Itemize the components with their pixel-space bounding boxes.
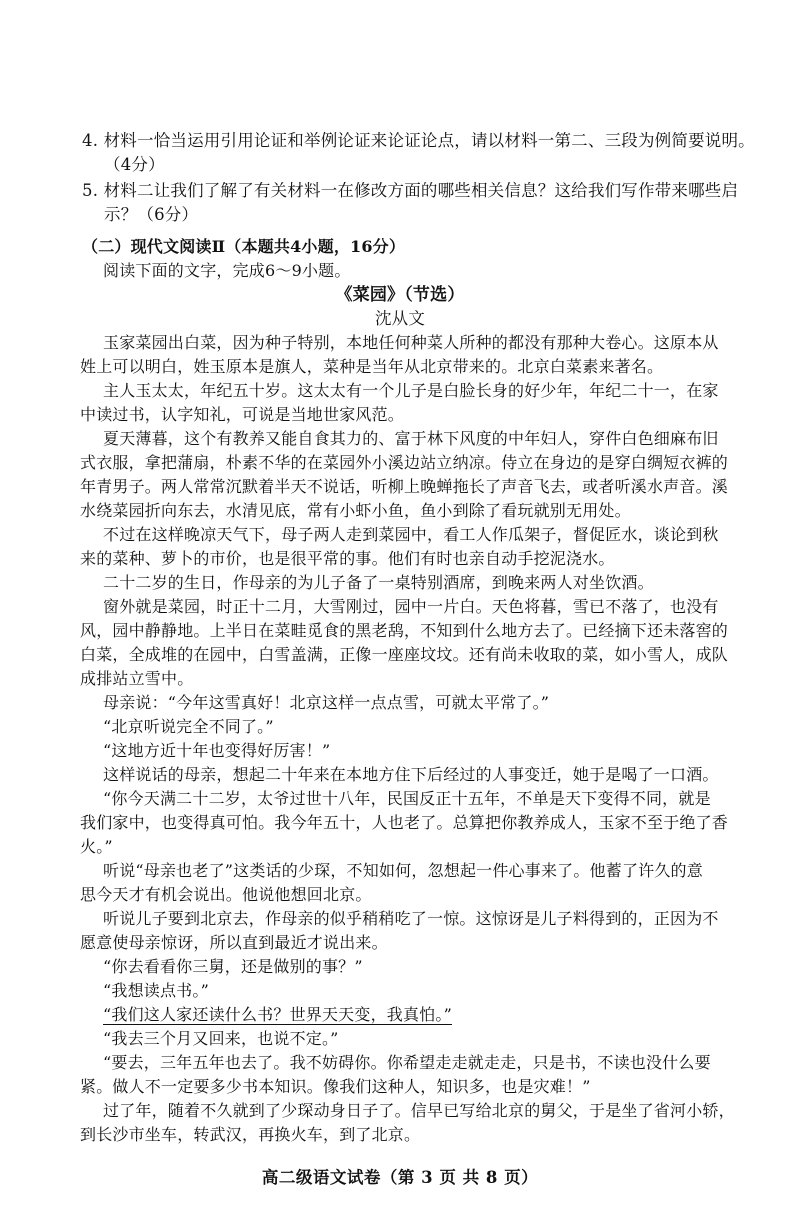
article-line: 不过在这样晚凉天气下，母子两人走到菜园中，看工人作瓜架子，督促匠水，谈论到秋	[103, 525, 719, 544]
article-line: 愿意使母亲惊讶，所以直到最近才说出来。	[80, 933, 388, 952]
article-author: 沈从文	[374, 309, 426, 328]
article-line: 主人玉太太，年纪五十岁。这太太有一个儿子是白脸长身的好少年，年纪二十一，在家	[103, 381, 719, 400]
article-line: 年青男子。两人常常沉默着半天不说话，听柳上晚蝉拖长了声音飞去，或者听溪水声音。溪	[80, 477, 729, 496]
article-line: 火。”	[80, 837, 113, 856]
article-line: 窗外就是菜园，时正十二月，大雪刚过，园中一片白。天色将暮，雪已不落了，也没有	[103, 597, 719, 616]
article-line: 这样说话的母亲，想起二十年来在本地方住下后经过的人事变迁，她于是喝了一口酒。	[103, 765, 719, 784]
article-line-underlined: “我们这人家还读什么书？世界天天变，我真怕。”	[103, 1005, 452, 1024]
article-line: 水绕菜园折向东去，水清见底，常有小虾小鱼，鱼小到除了看玩就别无用处。	[80, 501, 631, 520]
article-line: 玉家菜园出白菜，因为种子特别，本地任何种菜人所种的都没有那种大卷心。这原本从	[103, 333, 719, 352]
article-line: 听说“母亲也老了”这类话的少琛，不知如何，忽想起一件心事来了。他蓄了许久的意	[103, 861, 703, 880]
article-line: 中读过书，认字知礼，可说是当地世家风范。	[80, 405, 405, 424]
article-line: 紧。做人不一定要多少书本知识。像我们这种人，知识多，也是灾难！”	[80, 1077, 591, 1096]
article-line: “你去看看你三舅，还是做别的事？”	[103, 957, 363, 976]
article-line: 到长沙市坐车，转武汉，再换火车，到了北京。	[80, 1125, 421, 1144]
article-line: 来的菜种、萝卜的市价，也是很平常的事。他们有时也亲自动手挖泥浇水。	[80, 549, 615, 568]
article-line: 思今天才有机会说出。他说他想回北京。	[80, 885, 372, 904]
article-line: 成排站立雪中。	[80, 669, 194, 688]
article-line: “这地方近十年也变得好厉害！”	[103, 741, 331, 760]
question-4-line-1: 4. 材料一恰当运用引用论证和举例论证来论证论点，请以材料一第二、三段为例简要说明。	[82, 131, 755, 150]
article-line: “要去，三年五年也去了。我不妨碍你。你希望走走就走走，只是书，不读也没什么要	[103, 1053, 711, 1072]
article-title: 《菜园》（节选）	[335, 285, 465, 305]
page-footer: 高二级语文试卷（第 3 页 共 8 页）	[261, 1168, 539, 1187]
article-line: 姓上可以明白，姓玉原本是旗人，菜种是当年从北京带来的。北京白菜素来著名。	[80, 357, 664, 376]
article-line: “我想读点书。”	[103, 981, 209, 1000]
article-line: 白菜，全成堆的在园中，白雪盖满，正像一座座坟坟。还有尚未收取的菜，如小雪人，成队	[80, 645, 729, 664]
section-heading: （二）现代文阅读Ⅱ（本题共4小题，16分）	[82, 237, 406, 256]
article-line: 母亲说：“今年这雪真好！北京这样一点点雪，可就太平常了。”	[103, 693, 550, 712]
article-line: “北京听说完全不同了。”	[103, 717, 274, 736]
article-line: “你今天满二十二岁，太爷过世十八年，民国反正十五年，不单是天下变得不同，就是	[103, 789, 711, 808]
article-line: “我去三个月又回来，也说不定。”	[103, 1029, 339, 1048]
article-line: 我们家中，也变得真可怕。我今年五十，人也老了。总算把你教养成人，玉家不至于绝了香	[80, 813, 729, 832]
question-4-line-2: （4分）	[104, 155, 165, 174]
article-line: 风，园中静静地。上半日在菜畦觅食的黑老鸹，不知到什么地方去了。已经摘下还未落窖的	[80, 621, 729, 640]
article-line: 听说儿子要到北京去，作母亲的似乎稍稍吃了一惊。这惊讶是儿子料得到的，正因为不	[103, 909, 719, 928]
question-5-line-1: 5. 材料二让我们了解了有关材料一在修改方面的哪些相关信息？这给我们写作带来哪些启	[82, 181, 739, 200]
question-5-line-2: 示？（6分）	[104, 205, 199, 224]
article-line: 夏天薄暮，这个有教养又能自食其力的、富于林下风度的中年妇人，穿件白色细麻布旧	[103, 429, 719, 448]
article-line: 二十二岁的生日，作母亲的为儿子备了一桌特别酒席，到晚来两人对坐饮酒。	[103, 573, 654, 592]
article-line: 式衣服，拿把蒲扇，朴素不华的在菜园外小溪边站立纳凉。侍立在身边的是穿白绸短衣裤的	[80, 453, 729, 472]
section-instruction: 阅读下面的文字，完成6～9小题。	[103, 261, 351, 280]
article-line: 过了年，随着不久就到了少琛动身日子了。信早已写给北京的舅父，于是坐了省河小轿，	[103, 1101, 735, 1120]
